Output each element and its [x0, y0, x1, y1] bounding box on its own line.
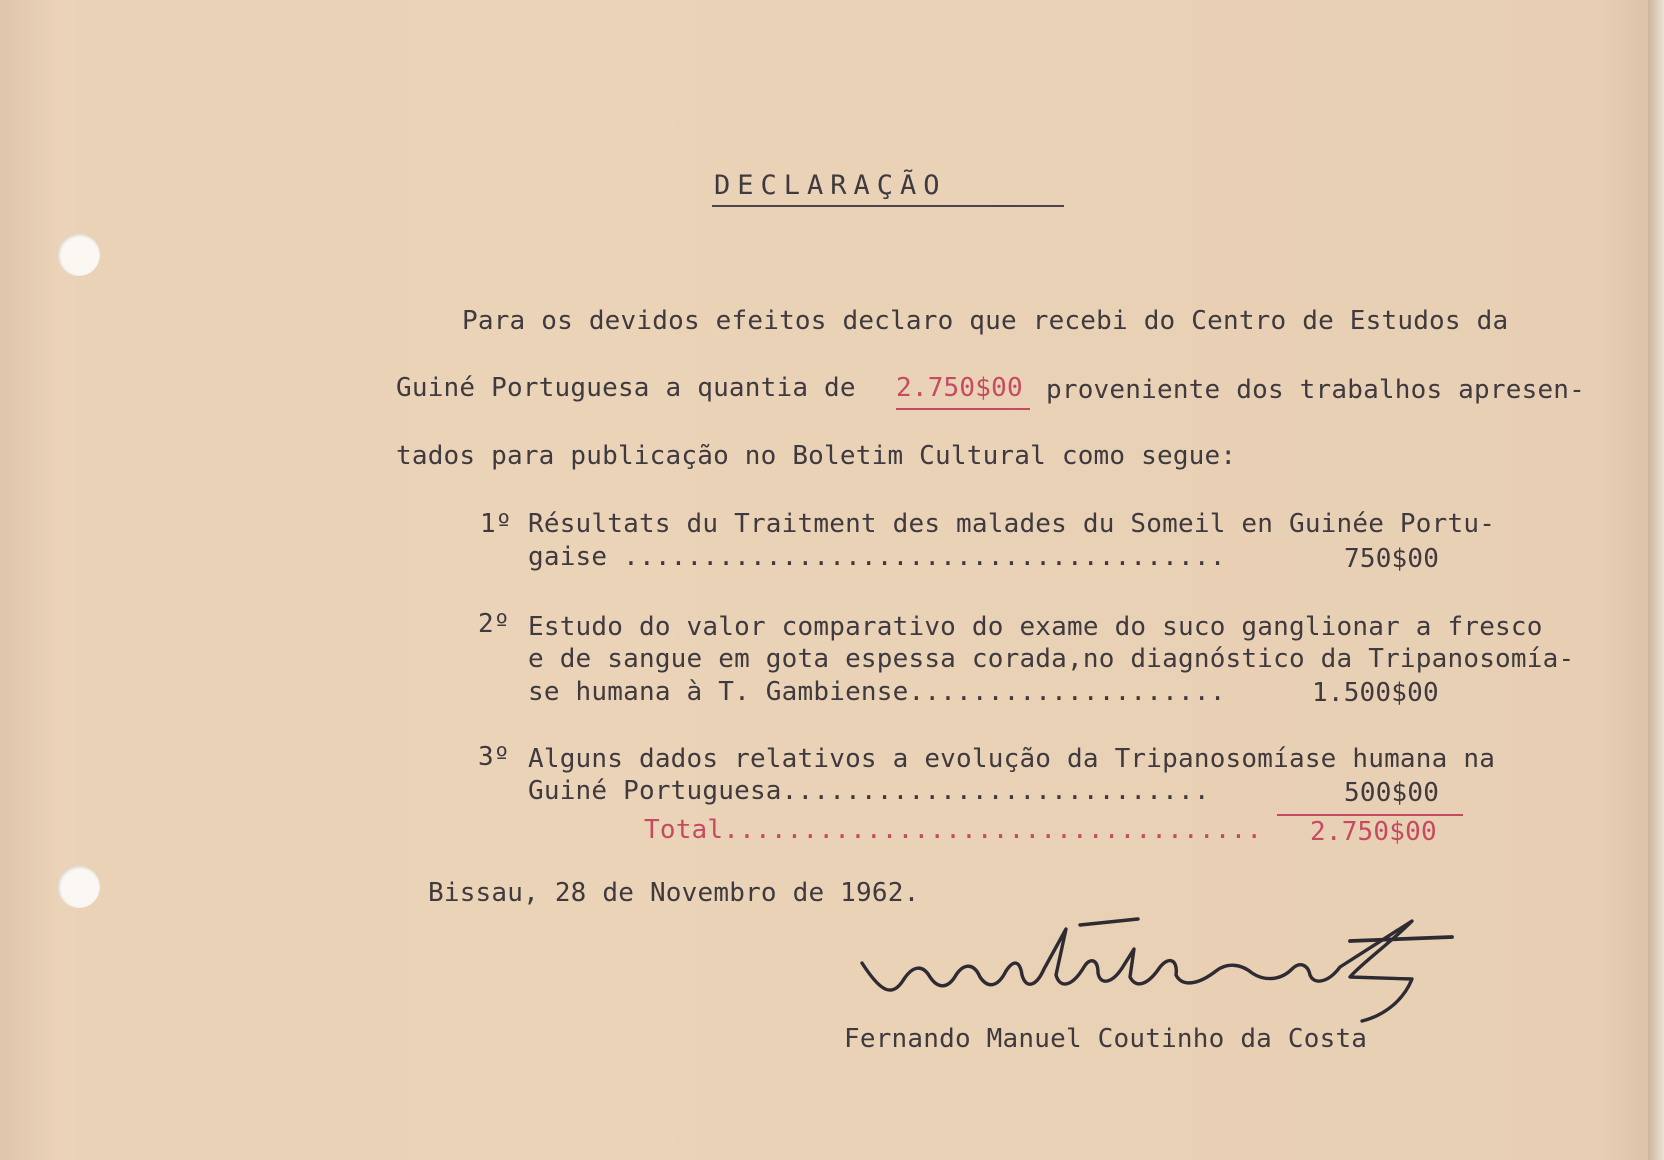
item-3-number: 3º [478, 742, 510, 772]
item-2-line-3: se humana à T. Gambiense.................... [528, 677, 1226, 707]
item-1-line-2: gaise ...................................... [528, 542, 1226, 572]
item-3-value: 500$00 [1344, 778, 1440, 808]
title-underline [712, 205, 1064, 207]
item-1-line-1: Résultats du Traitment des malades du Someil en Guinée Portu- [528, 509, 1496, 539]
item-2-number: 2º [478, 609, 510, 639]
amount-underline [896, 408, 1030, 410]
signatory-name: Fernando Manuel Coutinho da Costa [844, 1024, 1368, 1054]
item-2-line-2: e de sangue em gota espessa corada,no diagnóstico da Tripanosomía- [528, 644, 1575, 674]
amount-value: 2.750$00 [896, 373, 1023, 403]
intro-line-3: proveniente dos trabalhos apresen- [1046, 375, 1586, 405]
intro-line-2: Guiné Portuguesa a quantia de [396, 373, 856, 403]
intro-line-1: Para os devidos efeitos declaro que recebi do Centro de Estudos da [462, 306, 1509, 336]
item-3-line-2: Guiné Portuguesa........................... [528, 776, 1210, 806]
document-title: DECLARAÇÃO [714, 170, 947, 201]
item-2-value: 1.500$00 [1312, 678, 1439, 708]
punch-hole-bottom [58, 866, 100, 908]
intro-line-4: tados para publicação no Boletim Cultural como segue: [396, 441, 1237, 471]
total-value: 2.750$00 [1310, 817, 1437, 847]
item-1-value: 750$00 [1344, 544, 1440, 574]
item-1-number: 1º [480, 509, 512, 539]
place-date: Bissau, 28 de Novembro de 1962. [428, 878, 920, 908]
total-label: Total.................................. [644, 815, 1263, 845]
total-rule [1277, 814, 1463, 816]
handwritten-signature [852, 915, 1462, 1027]
item-3-line-1: Alguns dados relativos a evolução da Tripanosomíase humana na [528, 744, 1496, 774]
punch-hole-top [58, 234, 100, 276]
item-2-line-1: Estudo do valor comparativo do exame do suco ganglionar a fresco [528, 612, 1543, 642]
